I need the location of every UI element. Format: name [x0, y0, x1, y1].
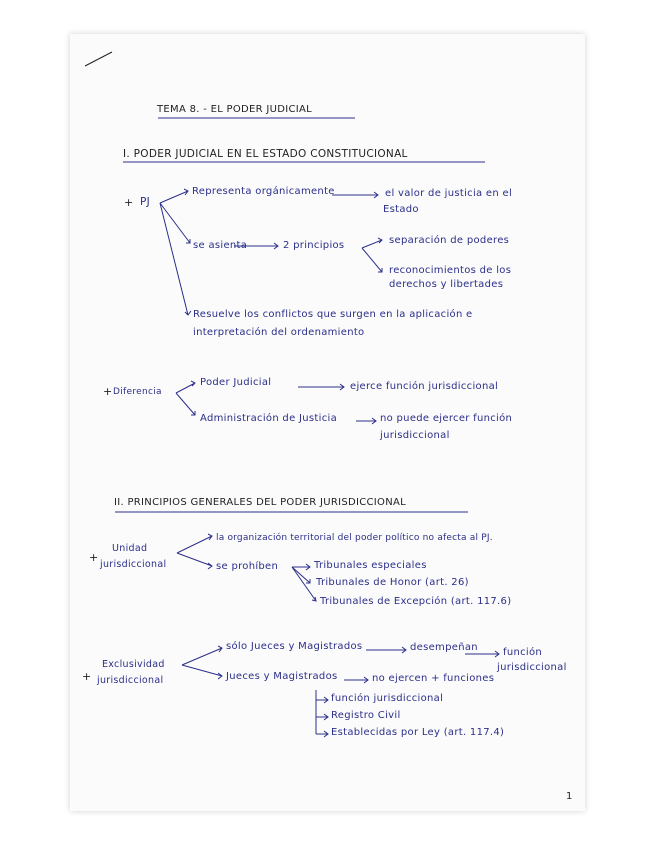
page-number: 1	[566, 791, 573, 802]
tribunal-honor: Tribunales de Honor (art. 26)	[316, 577, 469, 588]
tribunal-excepcion: Tribunales de Excepción (art. 117.6)	[320, 596, 512, 607]
exclusividad-marker: +	[82, 670, 92, 683]
exclusividad-branch1-mid: desempeñan	[410, 642, 478, 653]
exclusividad-label-2: jurisdiccional	[97, 675, 164, 686]
dif-1-left: Poder Judicial	[200, 377, 272, 388]
exclusividad-branch2-left: Jueces y Magistrados	[226, 671, 338, 682]
page-title: TEMA 8. - EL PODER JUDICIAL	[157, 104, 313, 115]
pj-branch3-1: Resuelve los conflictos que surgen en la aplicación e	[193, 309, 473, 320]
dif-marker: +	[103, 385, 113, 398]
pj-branch2-mid: 2 principios	[283, 240, 345, 251]
pj-branch2-left: se asienta	[193, 240, 248, 251]
pj-branch1-right-2: Estado	[383, 204, 419, 215]
exclusividad-branch1-right-2: jurisdiccional	[497, 662, 567, 673]
principle-reconocimiento-2: derechos y libertades	[389, 279, 504, 290]
exclusividad-branch1-left: sólo Jueces y Magistrados	[226, 641, 363, 652]
principle-separacion: separación de poderes	[389, 235, 510, 246]
unidad-branch2: se prohíben	[216, 561, 279, 572]
section1-heading: I. PODER JUDICIAL EN EL ESTADO CONSTITUCIONAL	[123, 148, 408, 160]
dif-2-right-2: jurisdiccional	[380, 430, 450, 441]
pj-branch1-left: Representa orgánicamente	[192, 186, 335, 197]
dif-1-right: ejerce función jurisdiccional	[350, 381, 499, 392]
unidad-marker: +	[89, 551, 99, 564]
pj-label: PJ	[140, 196, 151, 208]
pj-branch1-right-1: el valor de justicia en el	[385, 188, 513, 199]
registro-civil: Registro Civil	[331, 710, 401, 721]
unidad-label-2: jurisdiccional	[100, 559, 167, 570]
unidad-label-1: Unidad	[112, 543, 148, 554]
exclusividad-branch1-right-1: función	[503, 647, 543, 658]
pj-branch3-2: interpretación del ordenamiento	[193, 327, 365, 338]
exclusividad-label-1: Exclusividad	[102, 659, 165, 670]
dif-label: Diferencia	[113, 387, 162, 397]
tribunal-especiales: Tribunales especiales	[314, 560, 427, 571]
dif-2-right-1: no puede ejercer función	[380, 413, 513, 424]
exclusividad-branch2-right: no ejercen + funciones	[372, 673, 495, 684]
principle-reconocimiento-1: reconocimientos de los	[389, 265, 512, 276]
pj-marker: +	[124, 196, 134, 209]
funcion-jurisdiccional: función jurisdiccional	[331, 693, 444, 704]
section2-heading: II. PRINCIPIOS GENERALES DEL PODER JURISDICCIONAL	[114, 497, 406, 508]
establecidas-por-ley: Establecidas por Ley (art. 117.4)	[331, 727, 505, 738]
dif-2-left: Administración de Justicia	[200, 413, 338, 424]
unidad-branch1: la organización territorial del poder político no afecta al PJ.	[216, 533, 493, 543]
